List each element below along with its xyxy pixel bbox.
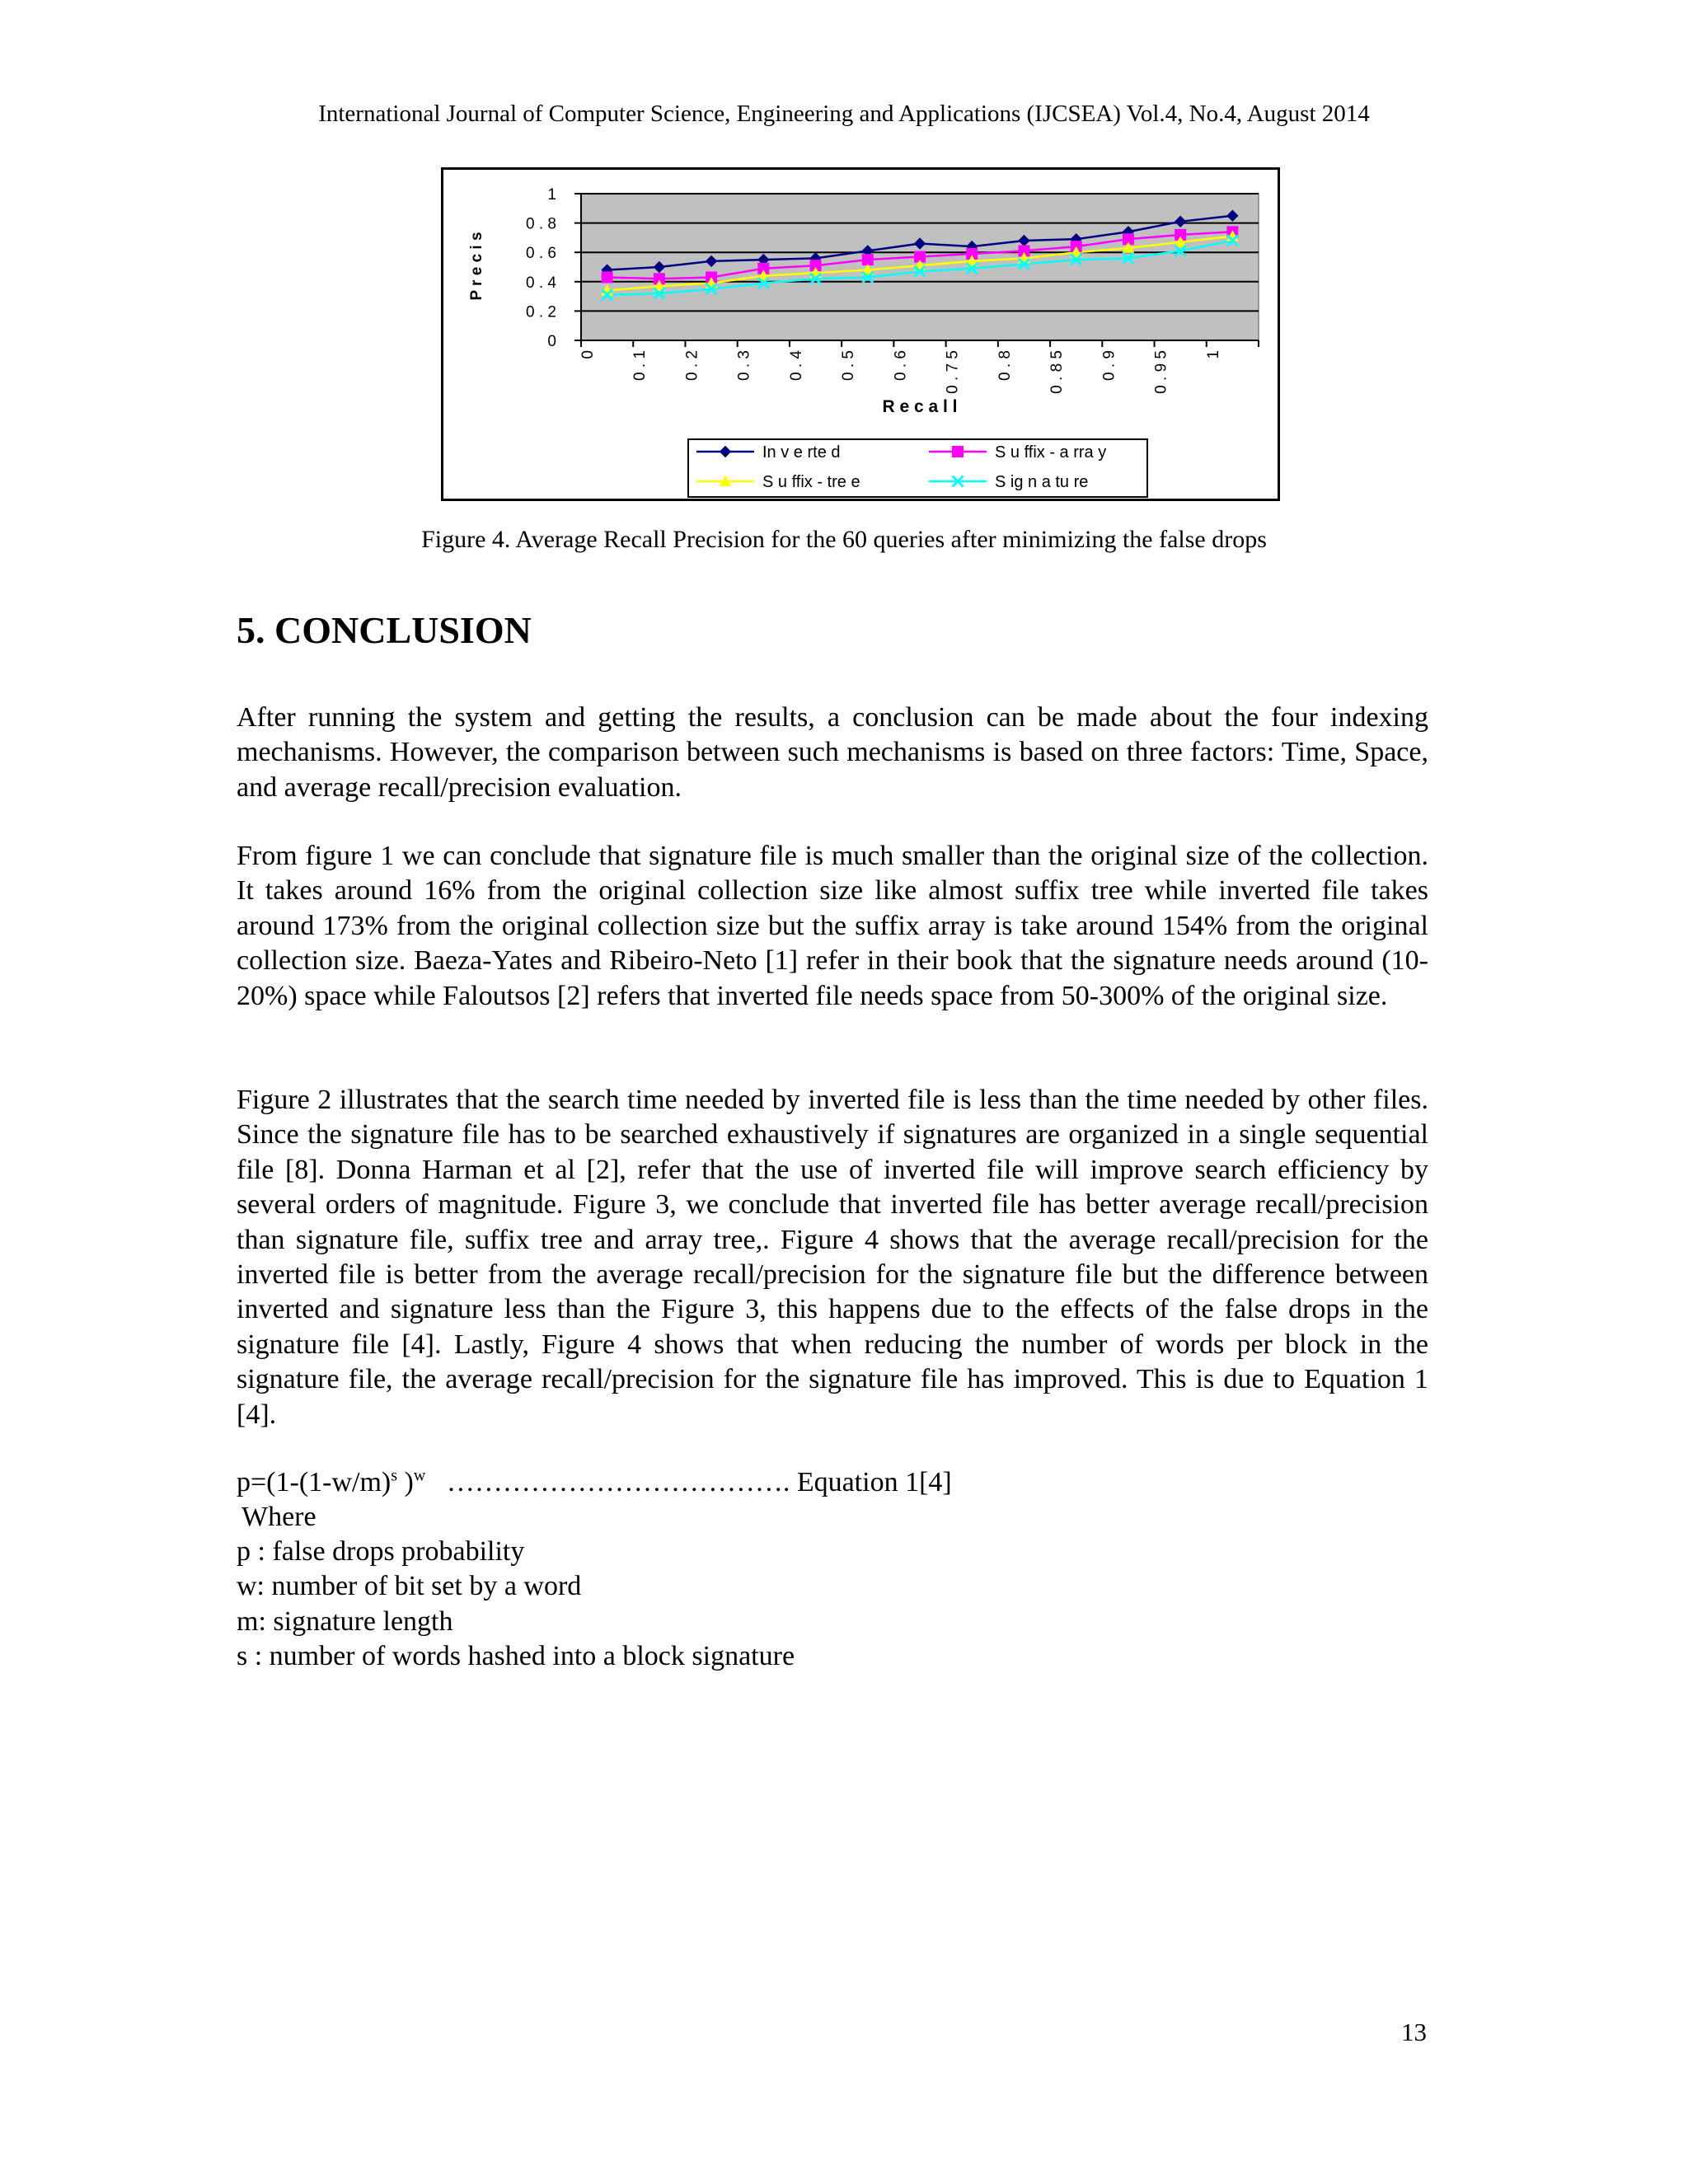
y-tick-label: 1 bbox=[547, 186, 556, 204]
legend-label: S u ffix - a rra y bbox=[995, 443, 1107, 462]
definition-item: m: signature length bbox=[237, 1605, 453, 1637]
x-tick-label: 0 . 8 5 bbox=[1048, 350, 1067, 394]
definition-item: s : number of words hashed into a block signature bbox=[237, 1640, 795, 1671]
y-tick-label: 0 . 6 bbox=[526, 245, 556, 263]
legend-label: S u ffix - tre e bbox=[762, 473, 860, 491]
legend-label: In v e rte d bbox=[762, 443, 841, 462]
y-tick-label: 0 bbox=[547, 333, 556, 350]
x-tick-label: 1 bbox=[1204, 350, 1222, 359]
definition-item: w: number of bit set by a word bbox=[237, 1571, 582, 1602]
data-point-marker bbox=[862, 255, 873, 265]
data-point-marker bbox=[602, 272, 612, 283]
recall-precision-chart bbox=[441, 167, 1280, 501]
equation-base: p=(1-(1-w/m) bbox=[237, 1467, 392, 1497]
x-tick-label: 0 . 2 bbox=[683, 350, 701, 381]
x-tick-label: 0 bbox=[579, 350, 597, 359]
page-number: 13 bbox=[1401, 2018, 1427, 2046]
equation-1 bbox=[237, 1465, 952, 1500]
equation-reference: ………………………………. Equation 1[4] bbox=[425, 1467, 952, 1497]
paragraph: From figure 1 we can conclude that signature file is much smaller than the original size of the collection. It takes around 16% from the original collection size like almost suffix tree while inverted file takes around 173% from the original collection size but the suffix array is take around 154% from the original collection size. Baeza-Yates and Ribeiro-Neto [1] refer in their book that the signature needs around (10-20%) space while Faloutsos [2] refers that inverted file needs space from 50-300% of the original size. bbox=[237, 841, 1428, 1011]
y-axis-label: P r e c i s bbox=[468, 232, 485, 301]
x-tick-label: 0 . 7 5 bbox=[944, 350, 962, 394]
x-tick-label: 0 . 5 bbox=[840, 350, 858, 381]
x-tick-label: 0 . 9 bbox=[1100, 350, 1118, 381]
x-axis-label: R e c a l l bbox=[882, 397, 958, 416]
equation-superscript-w: w bbox=[413, 1466, 426, 1485]
y-tick-label: 0 . 4 bbox=[526, 274, 556, 292]
x-tick-label: 0 . 3 bbox=[735, 350, 753, 381]
data-point-marker bbox=[953, 447, 964, 457]
x-tick-label: 0 . 8 bbox=[996, 350, 1014, 381]
equation-definitions bbox=[237, 1500, 795, 1674]
y-tick-label: 0 . 2 bbox=[526, 303, 556, 321]
where-label: Where bbox=[241, 1502, 316, 1532]
y-tick-label: 0 . 8 bbox=[526, 215, 556, 233]
equation-superscript-s: s bbox=[391, 1466, 398, 1485]
paragraph: After running the system and getting the results, a conclusion can be made about the four indexing mechanisms. However, the comparison between such mechanisms is based on three factors: Time, Space, and average recall/precision evaluation. bbox=[237, 702, 1428, 803]
chart-legend bbox=[688, 439, 1147, 497]
equation-close: ) bbox=[397, 1467, 414, 1497]
figure-4 bbox=[441, 167, 1280, 501]
paragraph: Figure 2 illustrates that the search time needed by inverted file is less than the time needed by other files. Since the signature file has to be searched exhaustively if signatures are organized in a single sequential file [8]. Donna Harman et al [2], refer that the use of inverted file will improve search efficiency by several orders of magnitude. Figure 3, we conclude that inverted file has better average recall/precision than signature file, suffix tree and array tree,. Figure 4 shows that the average recall/precision for the inverted file is better from the average recall/precision for the signature file but the difference between inverted and signature less than the Figure 3, this happens due to the effects of the false drops in the signature file [4]. Lastly, Figure 4 shows that when reducing the number of words per block in the signature file, the average recall/precision for the signature file has improved. This is due to Equation 1 [4]. bbox=[237, 1085, 1428, 1430]
journal-header: International Journal of Computer Science, Engineering and Applications (IJCSEA) Vol.4, No.4, August 2014 bbox=[318, 101, 1370, 127]
figure-caption: Figure 4. Average Recall Precision for the 60 queries after minimizing the false drops bbox=[421, 526, 1267, 553]
legend-label: S ig n a tu re bbox=[995, 473, 1089, 491]
section-heading: 5. CONCLUSION bbox=[237, 609, 532, 651]
x-tick-label: 0 . 4 bbox=[787, 350, 805, 381]
definition-item: p : false drops probability bbox=[237, 1536, 525, 1568]
x-tick-label: 0 . 6 bbox=[892, 350, 910, 381]
x-tick-label: 0 . 1 bbox=[631, 350, 649, 381]
x-tick-label: 0 . 9 5 bbox=[1152, 350, 1170, 394]
